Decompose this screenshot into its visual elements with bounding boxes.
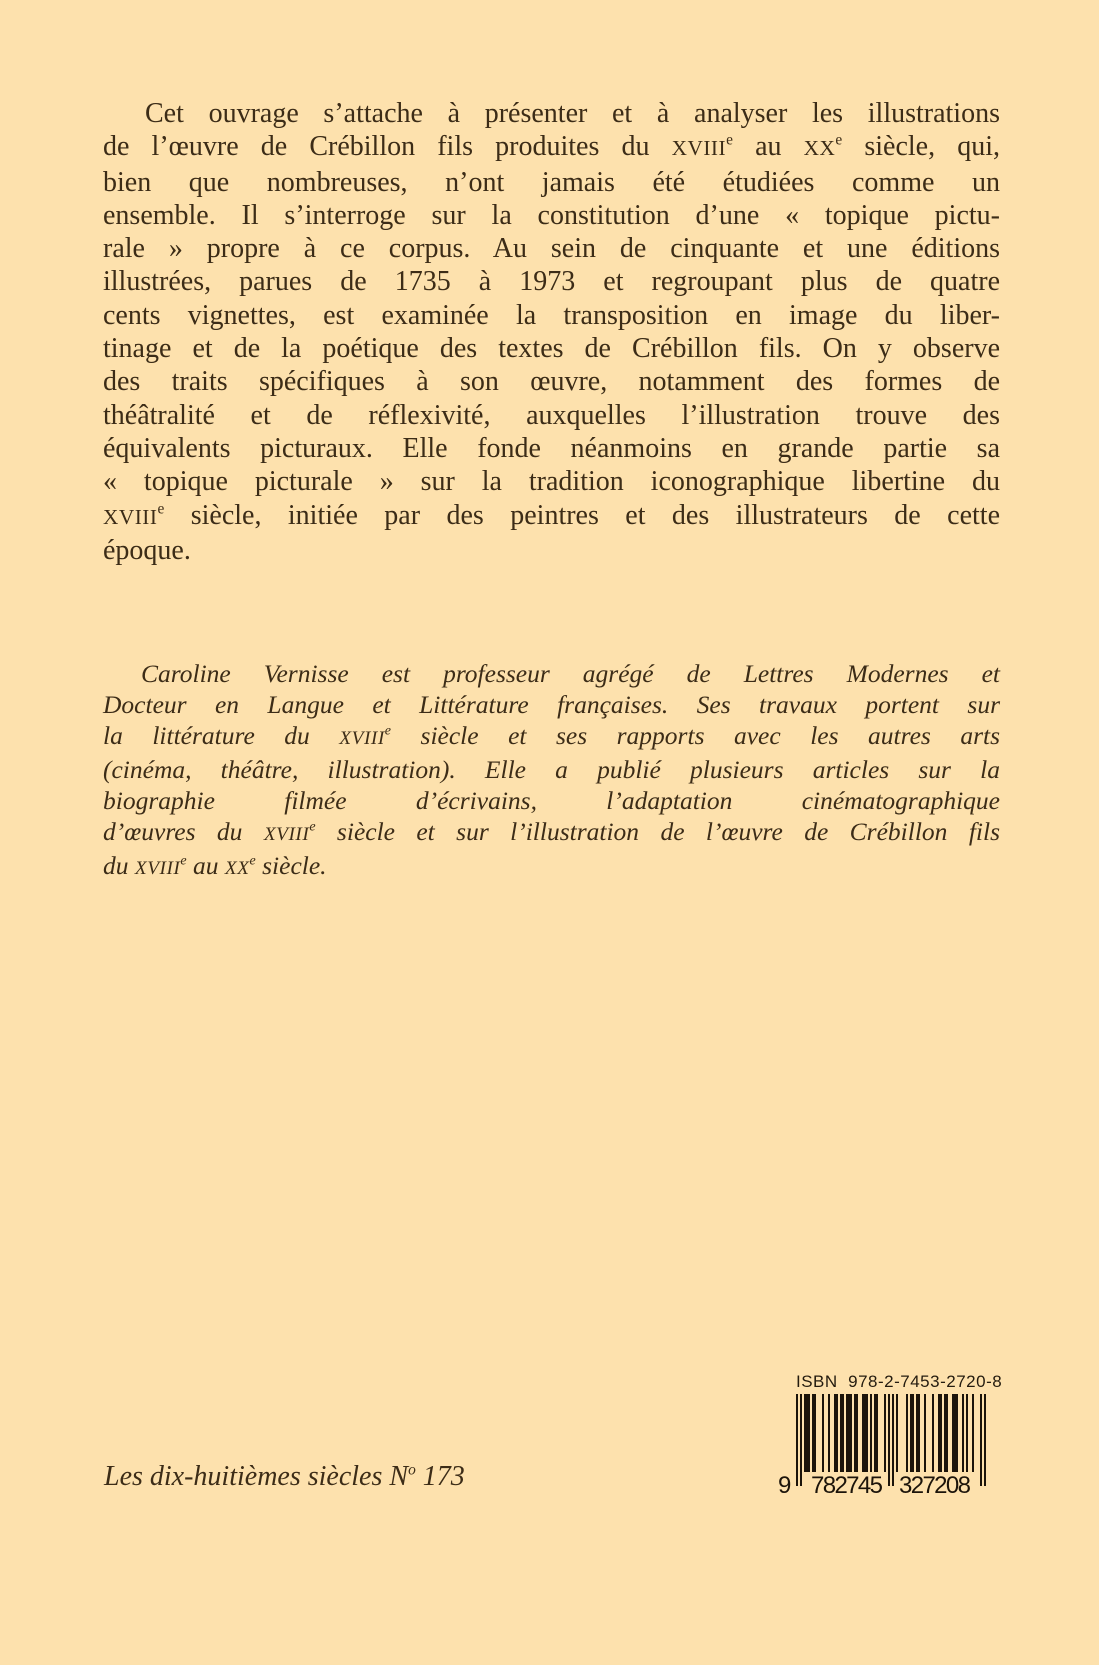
text-line: équivalents picturaux. Elle fonde néanmoins en grande partie sa — [103, 432, 1000, 464]
text-line: Cet ouvrage s’attache à présenter et à analyser les illustrations — [145, 98, 1000, 129]
text-line: Caroline Vernisse est professeur agrégé de Lettres Modernes et — [141, 659, 1000, 688]
text-line: de l’œuvre de Crébillon fils produites du XVIIIe au XXe siècle, qui, — [103, 131, 1000, 163]
isbn-label: ISBN 978-2-7453-2720-8 — [796, 1372, 1003, 1391]
author-bio-paragraph — [103, 658, 1000, 884]
small-caps: XVIII — [103, 504, 158, 529]
text-line: XVIIIe siècle, initiée par des peintres et des illustrateurs de cette — [103, 499, 1000, 531]
superscript: e — [157, 500, 165, 518]
text-line: bien que nombreuses, n’ont jamais été étudiées comme un — [103, 166, 1000, 198]
synopsis-paragraph — [103, 97, 1000, 567]
small-caps: XX — [224, 858, 250, 879]
small-caps: XVIII — [263, 824, 310, 845]
svg-text:327208: 327208 — [899, 1472, 971, 1498]
text-line: la littérature du XVIIIe siècle et ses rapports avec les autres arts — [103, 721, 1000, 750]
text-line: biographie filmée d’écrivains, l’adaptation cinématographique — [103, 786, 1000, 815]
superscript: o — [408, 1461, 416, 1479]
text-line: des traits spécifiques à son œuvre, notamment des formes de — [103, 366, 1000, 398]
series-label: Les dix-huitièmes siècles $N^o$ 173 — [104, 1461, 465, 1492]
text-line: cents vignettes, est examinée la transposition en image du liber- — [103, 299, 1000, 331]
superscript: e — [835, 131, 843, 149]
text-line: époque. — [103, 534, 191, 566]
small-caps: XVIII — [671, 136, 727, 161]
small-caps: XVIII — [134, 858, 181, 879]
text-line: Docteur en Langue et Littérature françaises. Ses travaux portent sur — [103, 690, 1000, 719]
superscript: e — [726, 131, 733, 149]
text-line: rale » propre à ce corpus. Au sein de cinquante et une éditions — [103, 233, 1000, 265]
text-line: d’œuvres du XVIIIe siècle et sur l’illustration de l’œuvre de Crébillon fils — [103, 817, 1000, 846]
superscript: e — [384, 723, 392, 739]
small-caps: XVIII — [339, 728, 385, 749]
superscript: e — [249, 853, 256, 869]
superscript: e — [180, 853, 187, 869]
text-line: « topique picturale » sur la tradition iconographique libertine du — [103, 466, 1000, 498]
superscript: e — [309, 819, 316, 835]
text-line: ensemble. Il s’interroge sur la constitution d’une « topique pictu- — [103, 199, 1000, 231]
text-line: illustrées, parues de 1735 à 1973 et regroupant plus de quatre — [103, 266, 1000, 298]
ean13-barcode — [776, 1394, 988, 1498]
text-line: du XVIIIe au XXe siècle. — [103, 851, 327, 880]
text-line: (cinéma, théâtre, illustration). Elle a publié plusieurs articles sur la — [103, 755, 1000, 784]
small-caps: XX — [803, 136, 836, 161]
text-line: tinage et de la poétique des textes de Crébillon fils. On y observe — [103, 333, 1000, 365]
svg-text:782745: 782745 — [811, 1472, 883, 1498]
text-line: théâtralité et de réflexivité, auxquelles l’illustration trouve des — [103, 399, 1000, 431]
isbn-block — [776, 1372, 1003, 1498]
svg-text:9: 9 — [778, 1472, 792, 1498]
